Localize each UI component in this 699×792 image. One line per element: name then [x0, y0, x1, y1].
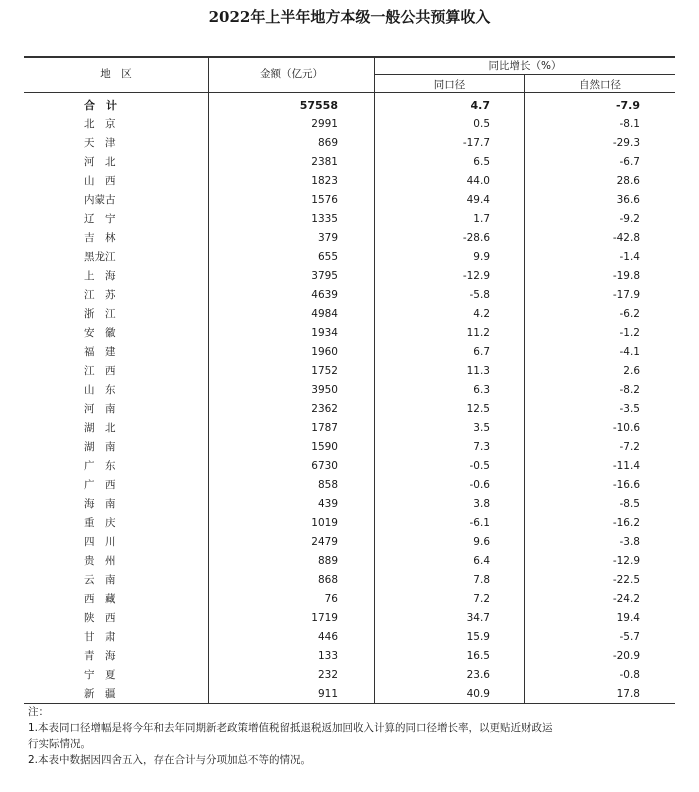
- table-row: [24, 362, 675, 381]
- table-row: [24, 419, 675, 438]
- region-cell: 黑龙江: [84, 251, 116, 263]
- natural-basis-cell: -7.2: [619, 441, 640, 453]
- header-amount: 金额（亿元）: [260, 68, 323, 80]
- amount-cell: 439: [317, 498, 338, 510]
- natural-basis-cell: -17.9: [612, 289, 640, 301]
- table-row: [24, 115, 675, 134]
- natural-basis-cell: 36.6: [616, 194, 640, 206]
- region-cell: 河 南: [84, 403, 116, 415]
- natural-basis-cell: -29.3: [612, 137, 640, 149]
- amount-cell: 1823: [311, 175, 338, 187]
- table-row: [24, 343, 675, 362]
- note-2: 2.本表中数据因四舍五入，存在合计与分项加总不等的情况。: [28, 754, 312, 766]
- natural-basis-cell: -12.9: [612, 555, 640, 567]
- amount-cell: 3950: [311, 384, 338, 396]
- table-row: [24, 685, 675, 704]
- table-row: [24, 172, 675, 191]
- table-row: [24, 134, 675, 153]
- table-row: [24, 96, 675, 115]
- same-basis-cell: 4.7: [470, 99, 490, 112]
- natural-basis-cell: -4.1: [619, 346, 640, 358]
- region-cell: 浙 江: [84, 308, 116, 320]
- region-cell: 贵 州: [84, 555, 116, 567]
- natural-basis-cell: -8.1: [619, 118, 640, 130]
- same-basis-cell: -28.6: [462, 232, 490, 244]
- same-basis-cell: -5.8: [469, 289, 490, 301]
- amount-cell: 911: [317, 688, 338, 700]
- same-basis-cell: 1.7: [473, 213, 490, 225]
- region-cell: 吉 林: [84, 232, 116, 244]
- region-cell: 内蒙古: [84, 194, 116, 206]
- region-cell: 广 西: [84, 479, 116, 491]
- same-basis-cell: -12.9: [462, 270, 490, 282]
- same-basis-cell: -6.1: [469, 517, 490, 529]
- amount-cell: 1590: [311, 441, 338, 453]
- amount-cell: 1934: [311, 327, 338, 339]
- region-cell: 江 苏: [84, 289, 116, 301]
- table-row: [24, 248, 675, 267]
- region-cell: 北 京: [84, 118, 116, 130]
- header-natural-basis: 自然口径: [579, 79, 621, 91]
- table-row: [24, 628, 675, 647]
- natural-basis-cell: -9.2: [619, 213, 640, 225]
- same-basis-cell: 9.9: [473, 251, 490, 263]
- natural-basis-cell: -19.8: [612, 270, 640, 282]
- amount-cell: 2479: [311, 536, 338, 548]
- region-cell: 山 西: [84, 175, 116, 187]
- header-bottom-border: [24, 92, 675, 93]
- same-basis-cell: 4.2: [473, 308, 490, 320]
- natural-basis-cell: -3.8: [619, 536, 640, 548]
- same-basis-cell: 3.8: [473, 498, 490, 510]
- region-cell: 天 津: [84, 137, 116, 149]
- natural-basis-cell: -6.7: [619, 156, 640, 168]
- table-row: [24, 571, 675, 590]
- natural-basis-cell: -42.8: [612, 232, 640, 244]
- table-row: [24, 533, 675, 552]
- same-basis-cell: 0.5: [473, 118, 490, 130]
- table-row: [24, 552, 675, 571]
- same-basis-cell: 12.5: [466, 403, 490, 415]
- table-row: [24, 210, 675, 229]
- natural-basis-cell: 2.6: [623, 365, 640, 377]
- natural-basis-cell: 19.4: [616, 612, 640, 624]
- region-cell: 四 川: [84, 536, 116, 548]
- same-basis-cell: 23.6: [466, 669, 490, 681]
- same-basis-cell: -0.6: [469, 479, 490, 491]
- amount-cell: 1787: [311, 422, 338, 434]
- table-row: [24, 457, 675, 476]
- natural-basis-cell: -6.2: [619, 308, 640, 320]
- natural-basis-cell: -24.2: [612, 593, 640, 605]
- same-basis-cell: 6.7: [473, 346, 490, 358]
- same-basis-cell: 3.5: [473, 422, 490, 434]
- table-row: [24, 647, 675, 666]
- amount-cell: 1752: [311, 365, 338, 377]
- same-basis-cell: 49.4: [466, 194, 490, 206]
- table-row: [24, 286, 675, 305]
- region-cell: 重 庆: [84, 517, 116, 529]
- amount-cell: 2991: [311, 118, 338, 130]
- table-row: [24, 666, 675, 685]
- page-title: 2022年上半年地方本级一般公共预算收入: [208, 8, 491, 26]
- amount-cell: 1719: [311, 612, 338, 624]
- amount-cell: 76: [324, 593, 338, 605]
- table-row: [24, 590, 675, 609]
- region-cell: 云 南: [84, 574, 116, 586]
- natural-basis-cell: 28.6: [616, 175, 640, 187]
- notes: [28, 704, 668, 768]
- natural-basis-cell: -22.5: [612, 574, 640, 586]
- region-cell: 宁 夏: [84, 669, 116, 681]
- same-basis-cell: 6.4: [473, 555, 490, 567]
- table-row: [24, 267, 675, 286]
- natural-basis-cell: -8.5: [619, 498, 640, 510]
- region-cell: 福 建: [84, 346, 116, 358]
- amount-cell: 1960: [311, 346, 338, 358]
- region-cell: 甘 肃: [84, 631, 116, 643]
- same-basis-cell: -0.5: [469, 460, 490, 472]
- table-row: [24, 305, 675, 324]
- natural-basis-cell: -5.7: [619, 631, 640, 643]
- same-basis-cell: 7.8: [473, 574, 490, 586]
- note-1-line-2: 行实际情况。: [28, 738, 91, 750]
- header-growth: 同比增长（%）: [488, 60, 562, 72]
- amount-cell: 133: [317, 650, 338, 662]
- same-basis-cell: 11.3: [466, 365, 490, 377]
- table-row: [24, 438, 675, 457]
- table-row: [24, 153, 675, 172]
- amount-cell: 868: [317, 574, 338, 586]
- amount-cell: 1576: [311, 194, 338, 206]
- table-row: [24, 400, 675, 419]
- table-row: [24, 495, 675, 514]
- amount-cell: 4984: [311, 308, 338, 320]
- amount-cell: 2381: [311, 156, 338, 168]
- natural-basis-cell: -11.4: [612, 460, 640, 472]
- natural-basis-cell: -7.9: [615, 99, 640, 112]
- same-basis-cell: 16.5: [466, 650, 490, 662]
- region-cell: 陕 西: [84, 612, 116, 624]
- natural-basis-cell: -8.2: [619, 384, 640, 396]
- natural-basis-cell: 17.8: [616, 688, 640, 700]
- amount-cell: 446: [317, 631, 338, 643]
- region-cell: 西 藏: [84, 593, 116, 605]
- table-row: [24, 476, 675, 495]
- natural-basis-cell: -16.2: [612, 517, 640, 529]
- amount-cell: 1019: [311, 517, 338, 529]
- amount-cell: 57558: [299, 99, 338, 112]
- table-row: [24, 514, 675, 533]
- same-basis-cell: 6.5: [473, 156, 490, 168]
- natural-basis-cell: -1.4: [619, 251, 640, 263]
- amount-cell: 6730: [311, 460, 338, 472]
- note-1-line-1: 1.本表同口径增幅是将今年和去年同期新老政策增值税留抵退税返加回收入计算的同口径增长率，以更贴近财政运: [28, 722, 553, 734]
- natural-basis-cell: -10.6: [612, 422, 640, 434]
- amount-cell: 869: [317, 137, 338, 149]
- region-cell: 山 东: [84, 384, 116, 396]
- table-row: [24, 191, 675, 210]
- region-cell: 江 西: [84, 365, 116, 377]
- region-cell: 安 徽: [84, 327, 116, 339]
- amount-cell: 2362: [311, 403, 338, 415]
- amount-cell: 858: [317, 479, 338, 491]
- region-cell: 青 海: [84, 650, 116, 662]
- natural-basis-cell: -3.5: [619, 403, 640, 415]
- header-same-basis: 同口径: [433, 79, 466, 91]
- region-cell: 合 计: [84, 99, 117, 112]
- same-basis-cell: 7.2: [473, 593, 490, 605]
- region-cell: 河 北: [84, 156, 116, 168]
- table-row: [24, 381, 675, 400]
- region-cell: 广 东: [84, 460, 116, 472]
- natural-basis-cell: -1.2: [619, 327, 640, 339]
- amount-cell: 379: [317, 232, 338, 244]
- same-basis-cell: 15.9: [466, 631, 490, 643]
- same-basis-cell: 9.6: [473, 536, 490, 548]
- region-cell: 海 南: [84, 498, 116, 510]
- amount-cell: 4639: [311, 289, 338, 301]
- same-basis-cell: 34.7: [466, 612, 490, 624]
- amount-cell: 1335: [311, 213, 338, 225]
- same-basis-cell: 40.9: [466, 688, 490, 700]
- natural-basis-cell: -16.6: [612, 479, 640, 491]
- notes-label: 注：: [28, 706, 49, 718]
- natural-basis-cell: -20.9: [612, 650, 640, 662]
- table-row: [24, 324, 675, 343]
- region-cell: 湖 北: [84, 422, 116, 434]
- same-basis-cell: 7.3: [473, 441, 490, 453]
- region-cell: 上 海: [84, 270, 116, 282]
- table-row: [24, 609, 675, 628]
- same-basis-cell: 6.3: [473, 384, 490, 396]
- region-cell: 湖 南: [84, 441, 116, 453]
- header-region: 地 区: [100, 68, 132, 80]
- amount-cell: 655: [317, 251, 338, 263]
- natural-basis-cell: -0.8: [619, 669, 640, 681]
- same-basis-cell: -17.7: [462, 137, 490, 149]
- same-basis-cell: 11.2: [466, 327, 490, 339]
- region-cell: 辽 宁: [84, 213, 116, 225]
- table-row: [24, 229, 675, 248]
- amount-cell: 889: [317, 555, 338, 567]
- region-cell: 新 疆: [84, 688, 116, 700]
- same-basis-cell: 44.0: [466, 175, 490, 187]
- amount-cell: 3795: [311, 270, 338, 282]
- amount-cell: 232: [317, 669, 338, 681]
